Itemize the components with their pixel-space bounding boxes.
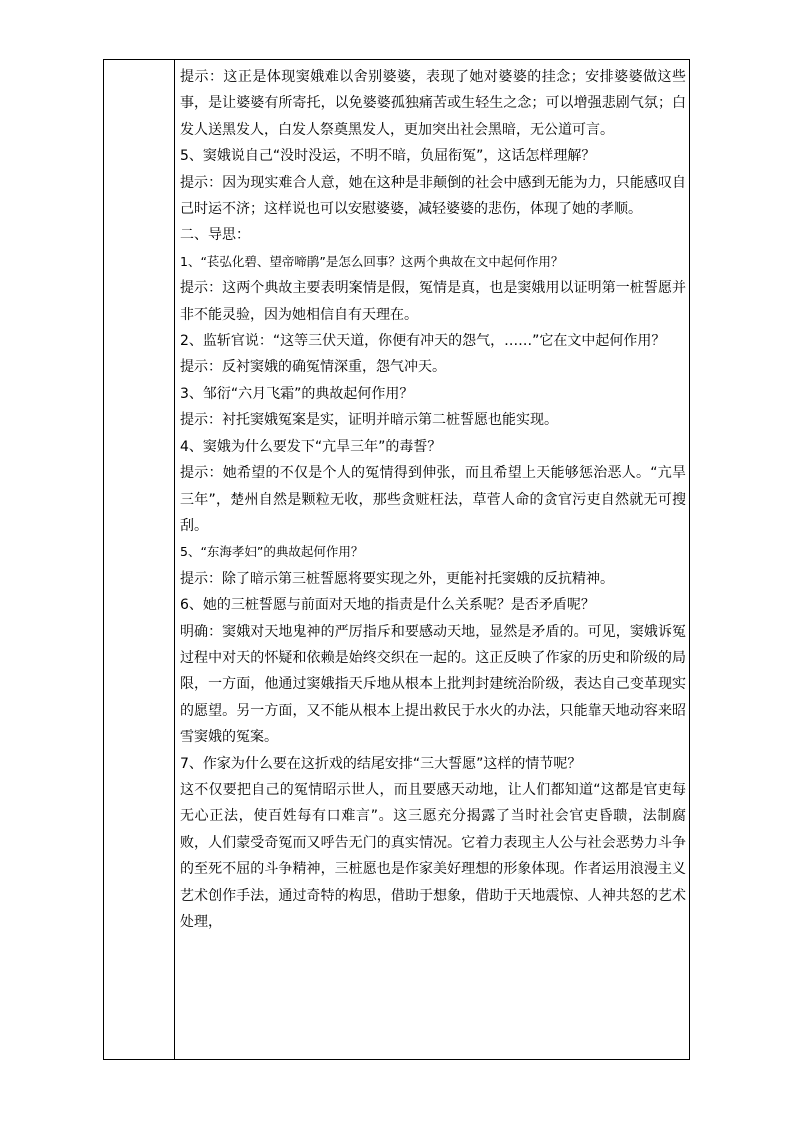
paragraph: 提示：这正是体现窦娥难以舍别婆婆，表现了她对婆婆的挂念；安排婆婆做这些事，是让婆婆有所寄托，以免婆婆孤独痛苦或生轻生之念；可以增强悲剧气氛；白发人送黑发人，白发人祭奠黑发人，更加突出社会黑暗，无公道可言。 (180, 69, 686, 138)
paragraph: 提示：反衬窦娥的确冤情深重，怨气冲天。 (180, 359, 446, 376)
paragraph: 提示：她希望的不仅是个人的冤情得到伸张，而且希望上天能够惩治恶人。“亢旱三年”，楚州自然是颗粒无收，那些贪赃枉法，草菅人命的贪官污吏自然就无可搜刮。 (180, 465, 686, 534)
question: 4、窦娥为什么要发下“亢旱三年”的毒誓？ (180, 438, 442, 455)
question: 5、“东海孝妇”的典故起何作用？ (180, 544, 364, 560)
question: 5、窦娥说自己“没时没运，不明不暗，负屈衔冤”，这话怎样理解？ (180, 148, 596, 165)
paragraph: 这不仅要把自己的冤情昭示世人，而且要感天动地，让人们都知道“这都是官吏每无心正法，使百姓每有口难言”。这三愿充分揭露了当时社会官吏昏聩，法制腐败，人们蒙受奇冤而又呼告无门的真实情况。它着力表现主人公与社会恶势力斗争的至死不屈的斗争精神，三桩愿也是作家美好理想的形象体现。作者运用浪漫主义艺术创作手法，通过奇特的构思，借助于想象，借助于天地震惊、人神共怒的艺术处理， (180, 781, 686, 930)
question: 1、“苌弘化碧、望帝啼鹃”是怎么回事？这两个典故在文中起何作用？ (180, 253, 564, 269)
content-cell (180, 64, 686, 935)
question: 7、作家为什么要在这折戏的结尾安排“三大誓愿”这样的情节呢？ (180, 755, 582, 772)
paragraph: 提示：因为现实难合人意，她在这种是非颠倒的社会中感到无能为力，只能感叹自己时运不济；这样说也可以安慰婆婆，减轻婆婆的悲伤，体现了她的孝顺。 (180, 174, 686, 218)
question: 6、她的三桩誓愿与前面对天地的指责是什么关系呢？是否矛盾呢？ (180, 597, 595, 614)
question: 3、邹衍“六月飞霜”的典故起何作用？ (180, 385, 414, 402)
paragraph: 明确：窦娥对天地鬼神的严厉指斥和要感动天地，显然是矛盾的。可见，窦娥诉冤过程中对天的怀疑和依赖是始终交织在一起的。这正反映了作家的历史和阶级的局限，一方面，他通过窦娥指天斥地从根本上批判封建统治阶级，表达自己变革现实的愿望。另一方面，又不能从根本上提出救民于水火的办法，只能靠天地动容来昭雪窦娥的冤案。 (180, 623, 686, 746)
paragraph: 提示：衬托窦娥冤案是实，证明并暗示第二桩誓愿也能实现。 (180, 412, 558, 429)
section-heading: 二、导思： (180, 227, 250, 244)
paragraph: 提示：这两个典故主要表明案情是假，冤情是真，也是窦娥用以证明第一桩誓愿并非不能灵验，因为她相信自有天理在。 (180, 280, 686, 323)
question: 2、监斩官说：“这等三伏天道，你便有冲天的怨气，……”它在文中起何作用？ (180, 333, 666, 350)
column-divider (174, 59, 175, 1060)
paragraph: 提示：除了暗示第三桩誓愿将要实现之外，更能衬托窦娥的反抗精神。 (180, 570, 614, 587)
